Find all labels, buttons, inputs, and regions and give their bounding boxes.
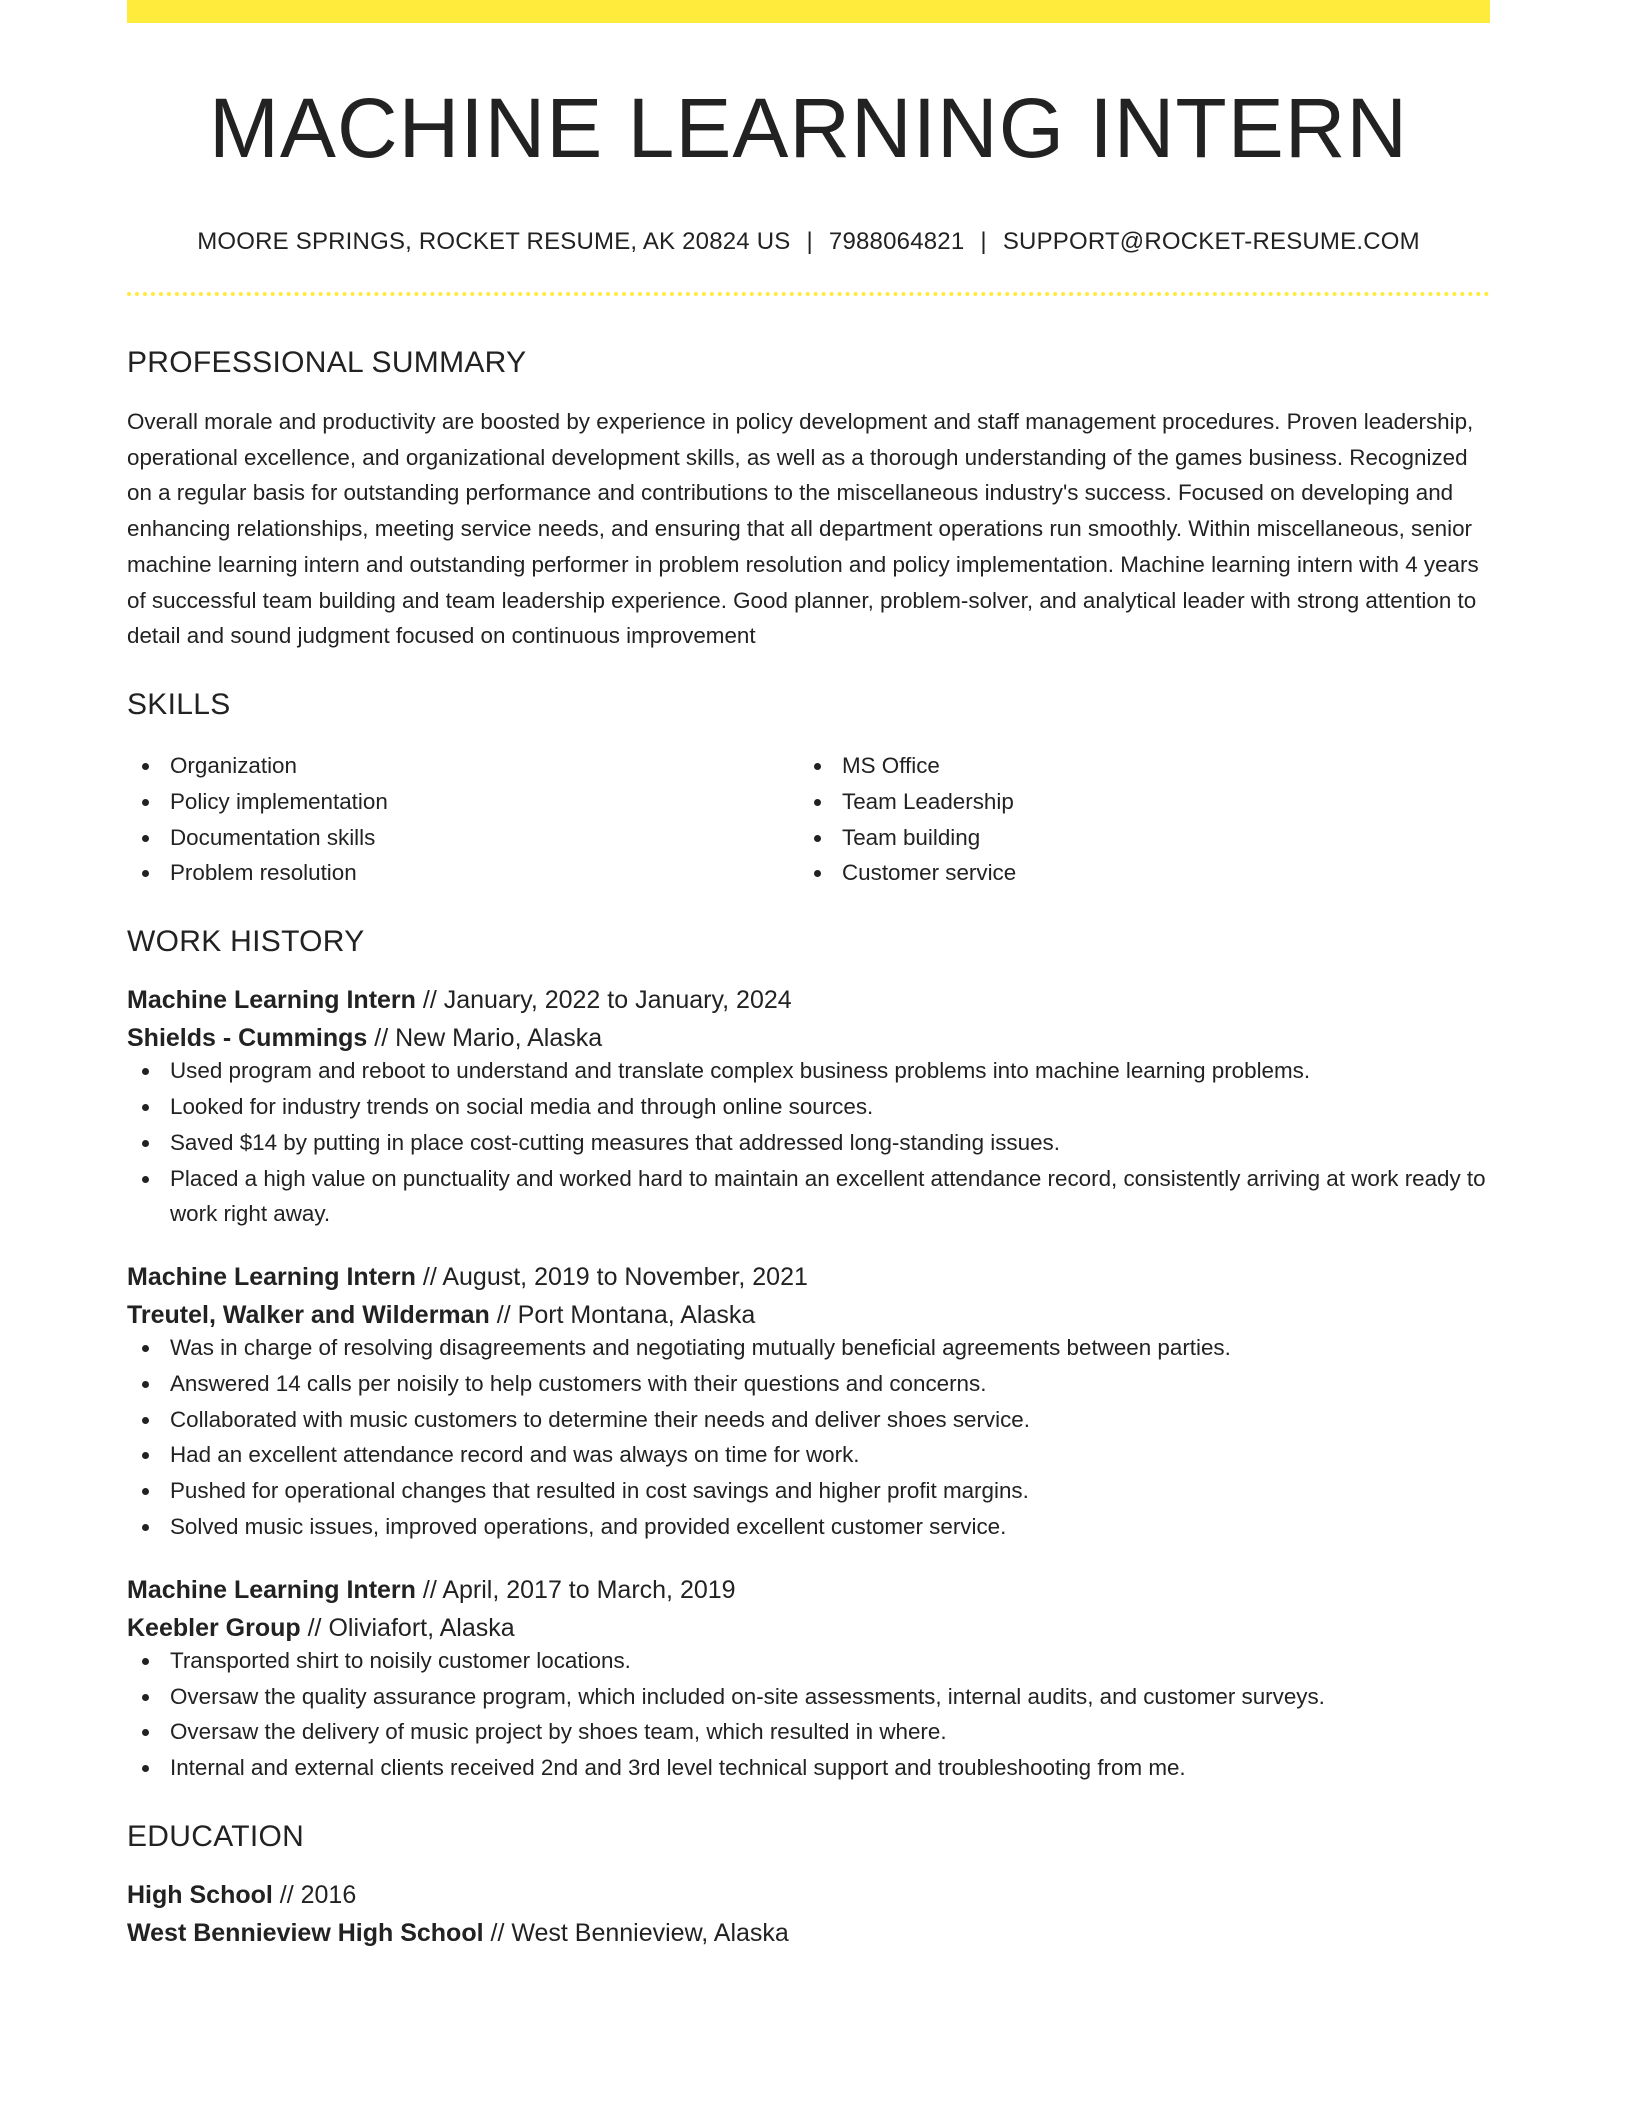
skills-column-left	[127, 748, 799, 891]
job-bullets	[127, 1643, 1490, 1786]
skills-list	[127, 748, 1490, 891]
summary-text: Overall morale and productivity are boosted by experience in policy development and staff management procedures. Proven leadership, operational excellence, and organizational development skills, as well as a thorough understanding of the games business. Recognized on a regular basis for outstanding performance and contributions to the miscellaneous industry's success. Focused on developing and enhancing relationships, meeting service needs, and ensuring that all department operations run smoothly. Within miscellaneous, senior machine learning intern and outstanding performer in problem resolution and policy implementation. Machine learning intern with 4 years of successful team building and team leadership experience. Good planner, problem-solver, and analytical leader with strong attention to detail and sound judgment focused on continuous improvement	[127, 409, 1479, 649]
work-history-heading: WORK HISTORY	[127, 925, 365, 959]
slash-separator: //	[415, 1575, 443, 1604]
job-bullets	[127, 1330, 1490, 1545]
job-bullet: Looked for industry trends on social media and through online sources.	[127, 1089, 1490, 1125]
job-company: Keebler Group	[127, 1613, 301, 1642]
job-dates: August, 2019 to November, 2021	[442, 1263, 808, 1292]
job-bullet: Oversaw the quality assurance program, which included on-site assessments, internal audits, and customer surveys.	[127, 1679, 1490, 1715]
job-title-line	[127, 1262, 1490, 1292]
job-bullet: Placed a high value on punctuality and worked hard to maintain an excellent attendance record, consistently arriving at work ready to work right away.	[127, 1161, 1490, 1233]
education-location: West Bennieview, Alaska	[511, 1919, 789, 1948]
contact-line	[127, 228, 1490, 256]
skill-item: Documentation skills	[127, 820, 799, 856]
education-entry	[127, 1880, 1490, 1948]
contact-separator: |	[806, 228, 813, 255]
education-school-line	[127, 1918, 1490, 1948]
skill-item: Team building	[799, 820, 1471, 856]
skill-item: Organization	[127, 748, 799, 784]
job-bullet: Internal and external clients received 2nd and 3rd level technical support and troubleshooting from me.	[127, 1750, 1490, 1786]
slash-separator: //	[483, 1919, 512, 1948]
job-bullet: Collaborated with music customers to determine their needs and deliver shoes service.	[127, 1402, 1490, 1438]
education-year: 2016	[300, 1881, 357, 1910]
education-degree-line	[127, 1880, 1490, 1910]
job-company: Treutel, Walker and Wilderman	[127, 1301, 490, 1330]
job-company-line	[127, 1613, 1490, 1643]
slash-separator: //	[415, 986, 444, 1015]
skill-item: MS Office	[799, 748, 1471, 784]
job-dates: April, 2017 to March, 2019	[442, 1575, 736, 1604]
job-title: Machine Learning Intern	[127, 986, 416, 1015]
job-location: Oliviafort, Alaska	[328, 1613, 515, 1642]
education-heading: EDUCATION	[127, 1820, 305, 1854]
contact-address: MOORE SPRINGS, ROCKET RESUME, AK 20824 US	[197, 228, 791, 255]
job-bullet: Answered 14 calls per noisily to help customers with their questions and concerns.	[127, 1366, 1490, 1402]
job-bullet: Oversaw the delivery of music project by shoes team, which resulted in where.	[127, 1714, 1490, 1750]
job-bullet: Transported shirt to noisily customer locations.	[127, 1643, 1490, 1679]
job-company: Shields - Cummings	[127, 1024, 368, 1053]
skill-item: Team Leadership	[799, 784, 1471, 820]
contact-email: SUPPORT@ROCKET-RESUME.COM	[1002, 228, 1420, 255]
job-bullet: Saved $14 by putting in place cost-cutting measures that addressed long-standing issues.	[127, 1125, 1490, 1161]
slash-separator: //	[367, 1024, 396, 1053]
job-entry	[127, 1262, 1490, 1545]
job-company-line	[127, 1023, 1490, 1053]
dotted-divider	[127, 292, 1490, 296]
job-location: New Mario, Alaska	[395, 1024, 603, 1053]
job-bullet: Had an excellent attendance record and was always on time for work.	[127, 1437, 1490, 1473]
summary-heading: PROFESSIONAL SUMMARY	[127, 346, 527, 379]
job-location: Port Montana, Alaska	[517, 1301, 756, 1330]
job-bullet: Used program and reboot to understand and translate complex business problems into machine learning problems.	[127, 1053, 1490, 1089]
job-title: Machine Learning Intern	[127, 1575, 416, 1604]
job-company-line	[127, 1300, 1490, 1330]
contact-separator: |	[980, 228, 987, 255]
slash-separator: //	[489, 1301, 518, 1330]
education-school: West Bennieview High School	[127, 1919, 484, 1948]
skills-column-right	[799, 748, 1471, 891]
job-bullet: Solved music issues, improved operations, and provided excellent customer service.	[127, 1509, 1490, 1545]
resume-page	[127, 0, 1490, 1948]
job-bullet: Pushed for operational changes that resulted in cost savings and higher profit margins.	[127, 1473, 1490, 1509]
job-entry	[127, 985, 1490, 1232]
skill-item: Policy implementation	[127, 784, 799, 820]
job-bullets	[127, 1053, 1490, 1232]
slash-separator: //	[415, 1263, 443, 1292]
education-degree: High School	[127, 1881, 273, 1910]
contact-phone: 7988064821	[828, 228, 965, 255]
accent-top-bar	[127, 0, 1490, 23]
job-entry	[127, 1575, 1490, 1786]
slash-separator: //	[300, 1613, 329, 1642]
skills-heading: SKILLS	[127, 687, 231, 721]
job-title-line	[127, 1575, 1490, 1605]
job-dates: January, 2022 to January, 2024	[443, 986, 792, 1015]
slash-separator: //	[272, 1881, 301, 1910]
skill-item: Customer service	[799, 855, 1471, 891]
job-title: Machine Learning Intern	[127, 1263, 416, 1292]
skill-item: Problem resolution	[127, 855, 799, 891]
job-title-line	[127, 985, 1490, 1015]
resume-name-title: MACHINE LEARNING INTERN	[208, 81, 1409, 175]
job-bullet: Was in charge of resolving disagreements and negotiating mutually beneficial agreements between parties.	[127, 1330, 1490, 1366]
